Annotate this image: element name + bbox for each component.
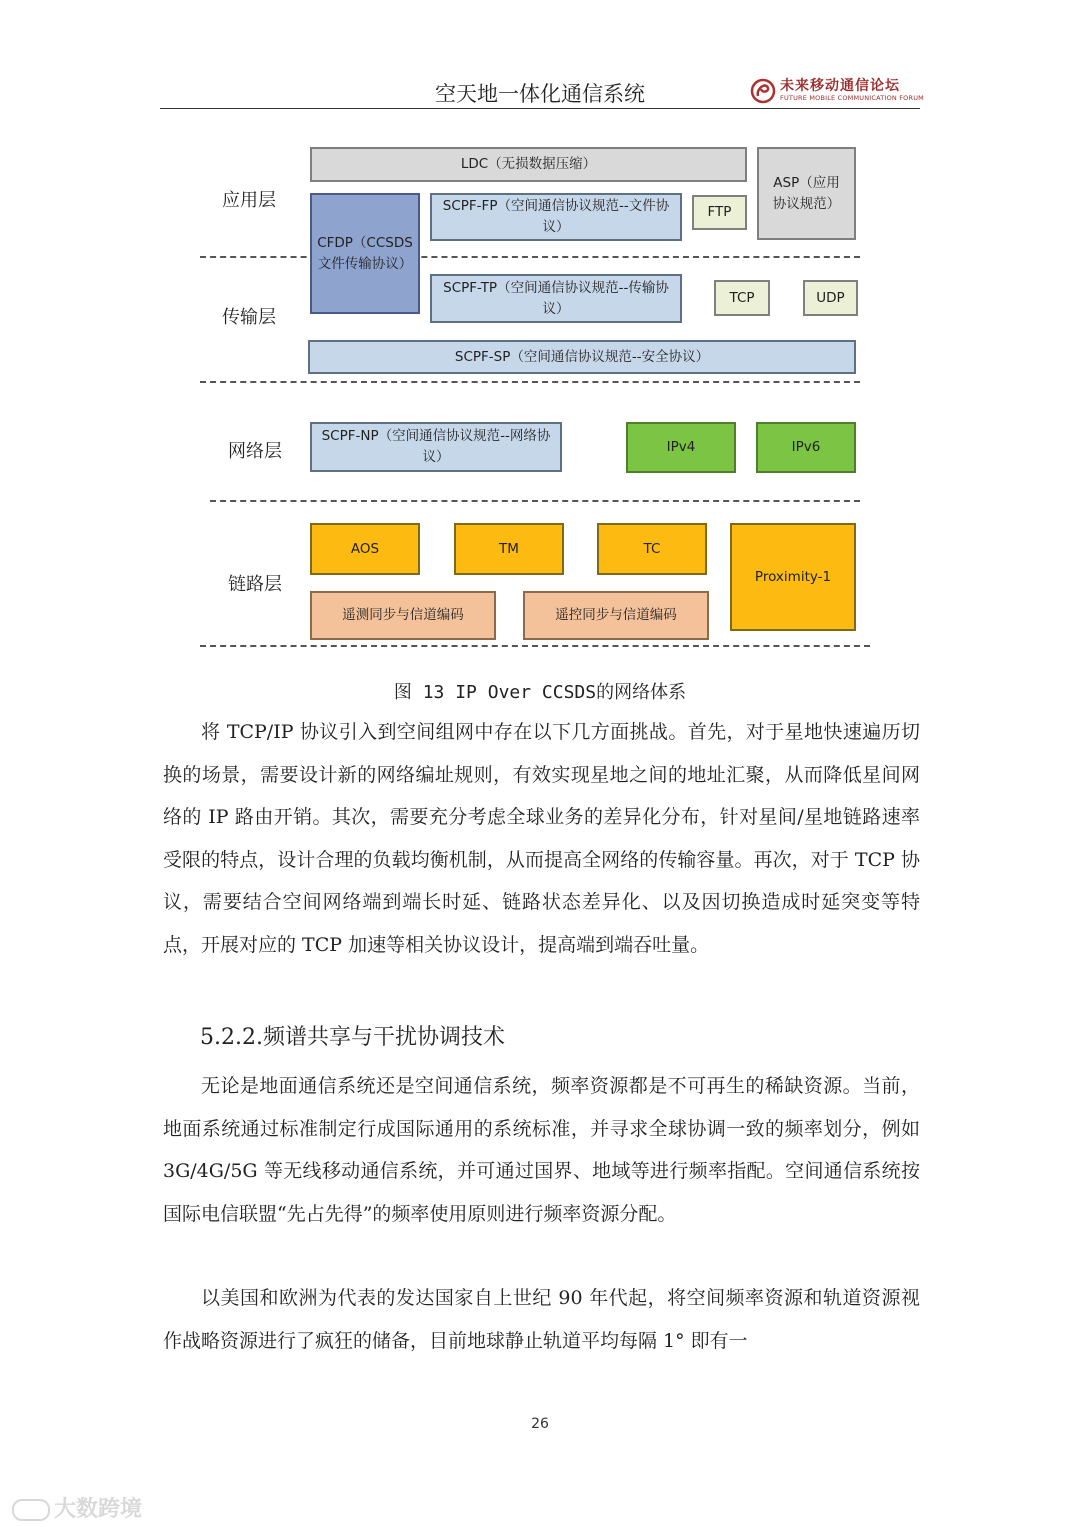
watermark <box>12 1492 142 1523</box>
separator-app-transport <box>200 256 860 258</box>
layer-label-application: 应用层 <box>222 190 276 211</box>
page-number: 26 <box>531 1416 549 1432</box>
watermark-icon <box>12 1499 50 1521</box>
box-scpf-fp: SCPF-FP（空间通信协议规范--文件协议） <box>430 193 682 241</box>
paragraph-tcpip-challenges: 将 TCP/IP 协议引入到空间组网中存在以下几方面挑战。首先，对于星地快速遍历切换的场景，需要设计新的网络编址规则，有效实现星地之间的地址汇聚，从而降低星间网络的 IP 路由开销。其次，需要充分考虑全球业务的差异化分布，针对星间/星地链路速率受限的特点，设计合理的负载均衡机制，从而提高全网络的传输容量。再次，对于 TCP 协议，需要结合空间网络端到端长时延、链路状态差异化、以及因切换造成时延突变等特点，开展对应的 TCP 加速等相关协议设计，提高端到端吞吐量。 <box>163 721 920 956</box>
section-heading: 5.2.2.频谱共享与干扰协调技术 <box>200 1025 505 1050</box>
separator-bottom <box>200 645 870 647</box>
separator-network-link <box>210 500 860 502</box>
box-udp: UDP <box>803 280 858 316</box>
box-aos: AOS <box>310 523 420 575</box>
layer-label-transport: 传输层 <box>222 307 276 328</box>
box-scpf-tp: SCPF-TP（空间通信协议规范--传输协议） <box>430 274 682 323</box>
logo-chinese-text: 未来移动通信论坛 <box>780 78 900 94</box>
logo-english-text: FUTURE MOBILE COMMUNICATION FORUM <box>780 94 924 102</box>
box-asp: ASP（应用协议规范） <box>757 147 856 240</box>
box-ipv6: IPv6 <box>756 422 856 473</box>
box-tcp: TCP <box>714 280 770 316</box>
box-cfdp: CFDP（CCSDS文件传输协议） <box>310 193 420 314</box>
layer-label-network: 网络层 <box>228 441 282 462</box>
box-ipv4: IPv4 <box>626 422 736 473</box>
box-ftp: FTP <box>692 195 747 230</box>
separator-transport-network <box>200 381 860 383</box>
running-header-title: 空天地一体化通信系统 <box>435 82 645 106</box>
paragraph-us-europe: 以美国和欧洲为代表的发达国家自上世纪 90 年代起，将空间频率资源和轨道资源视作战略资源进行了疯狂的储备，目前地球静止轨道平均每隔 1° 即有一 <box>163 1287 920 1352</box>
box-telemetry-coding: 遥测同步与信道编码 <box>310 591 496 640</box>
box-tm: TM <box>454 523 564 575</box>
box-telecommand-coding: 遥控同步与信道编码 <box>523 591 709 640</box>
box-scpf-np: SCPF-NP（空间通信协议规范--网络协议） <box>310 422 562 472</box>
box-proximity-1: Proximity-1 <box>730 523 856 631</box>
box-scpf-sp: SCPF-SP（空间通信协议规范--安全协议） <box>308 340 856 374</box>
box-tc: TC <box>597 523 707 575</box>
box-ldc: LDC（无损数据压缩） <box>310 147 747 182</box>
figure-caption: 图 13 IP Over CCSDS的网络体系 <box>393 682 687 703</box>
watermark-text: 大数跨境 <box>54 1497 143 1522</box>
ip-over-ccsds-diagram <box>0 0 1080 660</box>
paragraph-frequency-resources: 无论是地面通信系统还是空间通信系统，频率资源都是不可再生的稀缺资源。当前，地面系统通过标准制定行成国际通用的系统标准，并寻求全球协调一致的频率划分，例如 3G/4G/5G 等无线移动通信系统，并可通过国界、地域等进行频率指配。空间通信系统按国际电信联盟“先占先得”的频率使用原则进行频率资源分配。 <box>163 1075 920 1225</box>
layer-label-link: 链路层 <box>228 574 282 595</box>
